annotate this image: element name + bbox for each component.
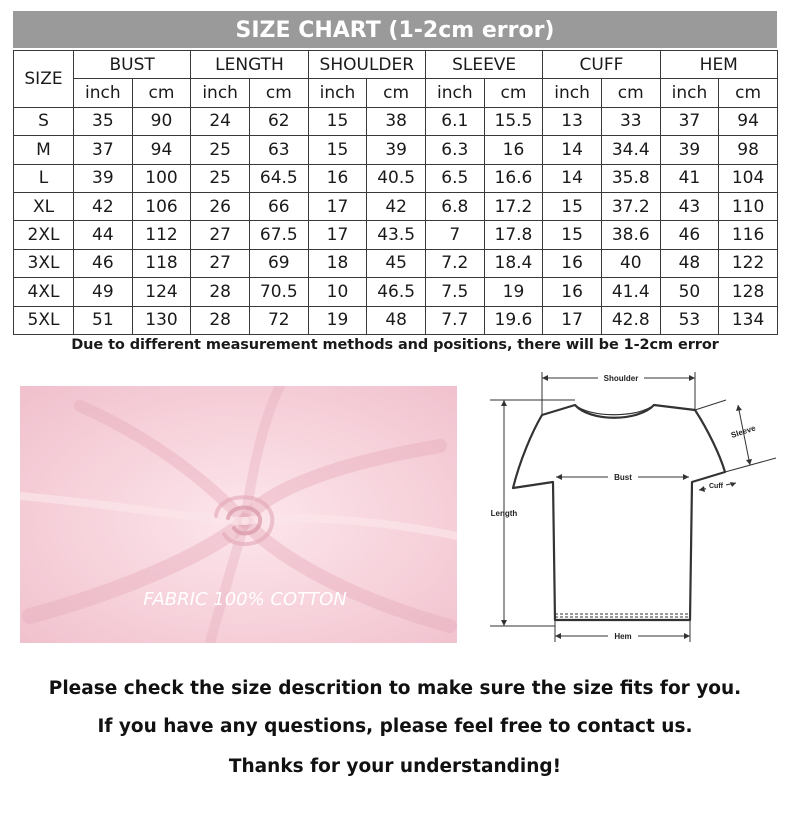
table-cell: 42 [74, 192, 133, 220]
unit-header-hem-0: inch [660, 79, 719, 107]
table-cell: 40 [601, 249, 660, 277]
table-cell: 66 [249, 192, 308, 220]
thanks-message: Thanks for your understanding! [228, 756, 562, 777]
table-cell: 6.3 [425, 136, 484, 164]
table-cell: 42.8 [601, 306, 660, 334]
table-cell: 34.4 [601, 136, 660, 164]
table-cell: 104 [719, 164, 778, 192]
unit-header-length-0: inch [191, 79, 250, 107]
unit-header-hem-1: cm [719, 79, 778, 107]
table-cell: 110 [719, 192, 778, 220]
table-cell: 44 [74, 221, 133, 249]
table-cell: 27 [191, 221, 250, 249]
table-cell: 18.4 [484, 249, 543, 277]
table-cell: 112 [132, 221, 191, 249]
table-cell: 35.8 [601, 164, 660, 192]
table-cell: 17 [543, 306, 602, 334]
unit-header-sleeve-0: inch [425, 79, 484, 107]
unit-header-row [14, 79, 778, 107]
bust-label: Bust [614, 473, 632, 482]
table-cell: 6.1 [425, 107, 484, 135]
group-header-length: LENGTH [191, 51, 308, 79]
table-cell: 128 [719, 278, 778, 306]
table-cell: 51 [74, 306, 133, 334]
table-cell: 7 [425, 221, 484, 249]
table-cell: 100 [132, 164, 191, 192]
table-cell: 134 [719, 306, 778, 334]
table-cell: 17.2 [484, 192, 543, 220]
table-cell: 38.6 [601, 221, 660, 249]
table-cell: 48 [367, 306, 426, 334]
table-cell: 64.5 [249, 164, 308, 192]
table-cell: 41 [660, 164, 719, 192]
tshirt-outline [513, 405, 725, 620]
fabric-photo [20, 386, 457, 643]
group-header-cuff: CUFF [543, 51, 660, 79]
table-cell: 16 [484, 136, 543, 164]
table-cell: 28 [191, 278, 250, 306]
table-cell: 15 [308, 136, 367, 164]
size-chart-table [13, 50, 778, 335]
unit-header-cuff-0: inch [543, 79, 602, 107]
table-cell: 17 [308, 221, 367, 249]
cuff-label: Cuff [709, 483, 723, 490]
table-cell: 118 [132, 249, 191, 277]
group-header-bust: BUST [74, 51, 191, 79]
size-cell: M [14, 136, 74, 164]
table-cell: 46 [74, 249, 133, 277]
table-cell: 14 [543, 136, 602, 164]
table-cell: 6.5 [425, 164, 484, 192]
table-cell: 39 [367, 136, 426, 164]
table-cell: 16 [543, 278, 602, 306]
table-cell: 46.5 [367, 278, 426, 306]
table-cell: 48 [660, 249, 719, 277]
table-cell: 38 [367, 107, 426, 135]
size-cell: L [14, 164, 74, 192]
group-header-sleeve: SLEEVE [425, 51, 542, 79]
table-cell: 106 [132, 192, 191, 220]
group-header-shoulder: SHOULDER [308, 51, 425, 79]
table-cell: 39 [660, 136, 719, 164]
unit-header-shoulder-1: cm [367, 79, 426, 107]
contact-message: If you have any questions, please feel free to contact us. [97, 716, 693, 737]
table-row [14, 278, 778, 306]
table-cell: 41.4 [601, 278, 660, 306]
table-cell: 35 [74, 107, 133, 135]
group-header-row [14, 51, 778, 79]
unit-header-sleeve-1: cm [484, 79, 543, 107]
table-row [14, 164, 778, 192]
table-cell: 19 [484, 278, 543, 306]
table-cell: 6.8 [425, 192, 484, 220]
size-chart-title: SIZE CHART (1-2cm error) [13, 11, 777, 48]
measurement-note: Due to different measurement methods and positions, there will be 1-2cm error [71, 337, 719, 353]
table-cell: 70.5 [249, 278, 308, 306]
table-cell: 15.5 [484, 107, 543, 135]
table-cell: 116 [719, 221, 778, 249]
table-cell: 90 [132, 107, 191, 135]
table-cell: 16.6 [484, 164, 543, 192]
table-row [14, 192, 778, 220]
table-cell: 10 [308, 278, 367, 306]
table-cell: 43 [660, 192, 719, 220]
table-cell: 124 [132, 278, 191, 306]
table-row [14, 306, 778, 334]
table-cell: 72 [249, 306, 308, 334]
table-row [14, 136, 778, 164]
table-cell: 7.2 [425, 249, 484, 277]
size-header: SIZE [14, 51, 74, 108]
table-cell: 122 [719, 249, 778, 277]
table-row [14, 107, 778, 135]
table-cell: 49 [74, 278, 133, 306]
table-cell: 63 [249, 136, 308, 164]
table-cell: 19.6 [484, 306, 543, 334]
table-cell: 15 [543, 221, 602, 249]
table-cell: 13 [543, 107, 602, 135]
unit-header-bust-0: inch [74, 79, 133, 107]
size-cell: 4XL [14, 278, 74, 306]
tshirt-measurement-diagram [480, 370, 780, 655]
size-cell: 3XL [14, 249, 74, 277]
table-cell: 53 [660, 306, 719, 334]
table-cell: 98 [719, 136, 778, 164]
table-cell: 50 [660, 278, 719, 306]
unit-header-shoulder-0: inch [308, 79, 367, 107]
table-cell: 37 [74, 136, 133, 164]
table-cell: 26 [191, 192, 250, 220]
hem-label: Hem [614, 632, 632, 641]
shoulder-label: Shoulder [603, 374, 639, 383]
unit-header-length-1: cm [249, 79, 308, 107]
size-cell: 2XL [14, 221, 74, 249]
length-label: Length [490, 509, 518, 518]
table-cell: 62 [249, 107, 308, 135]
sleeve-label: Sleeve [729, 423, 757, 440]
table-cell: 18 [308, 249, 367, 277]
size-chart-body [14, 107, 778, 334]
table-cell: 17.8 [484, 221, 543, 249]
table-cell: 24 [191, 107, 250, 135]
table-cell: 40.5 [367, 164, 426, 192]
table-cell: 7.7 [425, 306, 484, 334]
fabric-label: FABRIC 100% COTTON [143, 589, 347, 610]
table-cell: 33 [601, 107, 660, 135]
table-cell: 39 [74, 164, 133, 192]
table-cell: 94 [132, 136, 191, 164]
unit-header-bust-1: cm [132, 79, 191, 107]
table-cell: 27 [191, 249, 250, 277]
table-cell: 16 [308, 164, 367, 192]
unit-header-cuff-1: cm [601, 79, 660, 107]
table-cell: 25 [191, 136, 250, 164]
table-cell: 19 [308, 306, 367, 334]
table-cell: 15 [308, 107, 367, 135]
table-row [14, 249, 778, 277]
group-header-hem: HEM [660, 51, 777, 79]
table-cell: 16 [543, 249, 602, 277]
table-row [14, 221, 778, 249]
table-cell: 43.5 [367, 221, 426, 249]
table-cell: 15 [543, 192, 602, 220]
table-cell: 42 [367, 192, 426, 220]
table-cell: 37.2 [601, 192, 660, 220]
table-cell: 46 [660, 221, 719, 249]
table-cell: 7.5 [425, 278, 484, 306]
table-cell: 14 [543, 164, 602, 192]
table-cell: 130 [132, 306, 191, 334]
table-cell: 67.5 [249, 221, 308, 249]
table-cell: 94 [719, 107, 778, 135]
table-cell: 69 [249, 249, 308, 277]
table-cell: 28 [191, 306, 250, 334]
table-cell: 17 [308, 192, 367, 220]
table-cell: 37 [660, 107, 719, 135]
table-cell: 25 [191, 164, 250, 192]
size-check-message: Please check the size descrition to make sure the size fits for you. [48, 678, 742, 699]
size-cell: 5XL [14, 306, 74, 334]
size-cell: XL [14, 192, 74, 220]
size-cell: S [14, 107, 74, 135]
table-cell: 45 [367, 249, 426, 277]
